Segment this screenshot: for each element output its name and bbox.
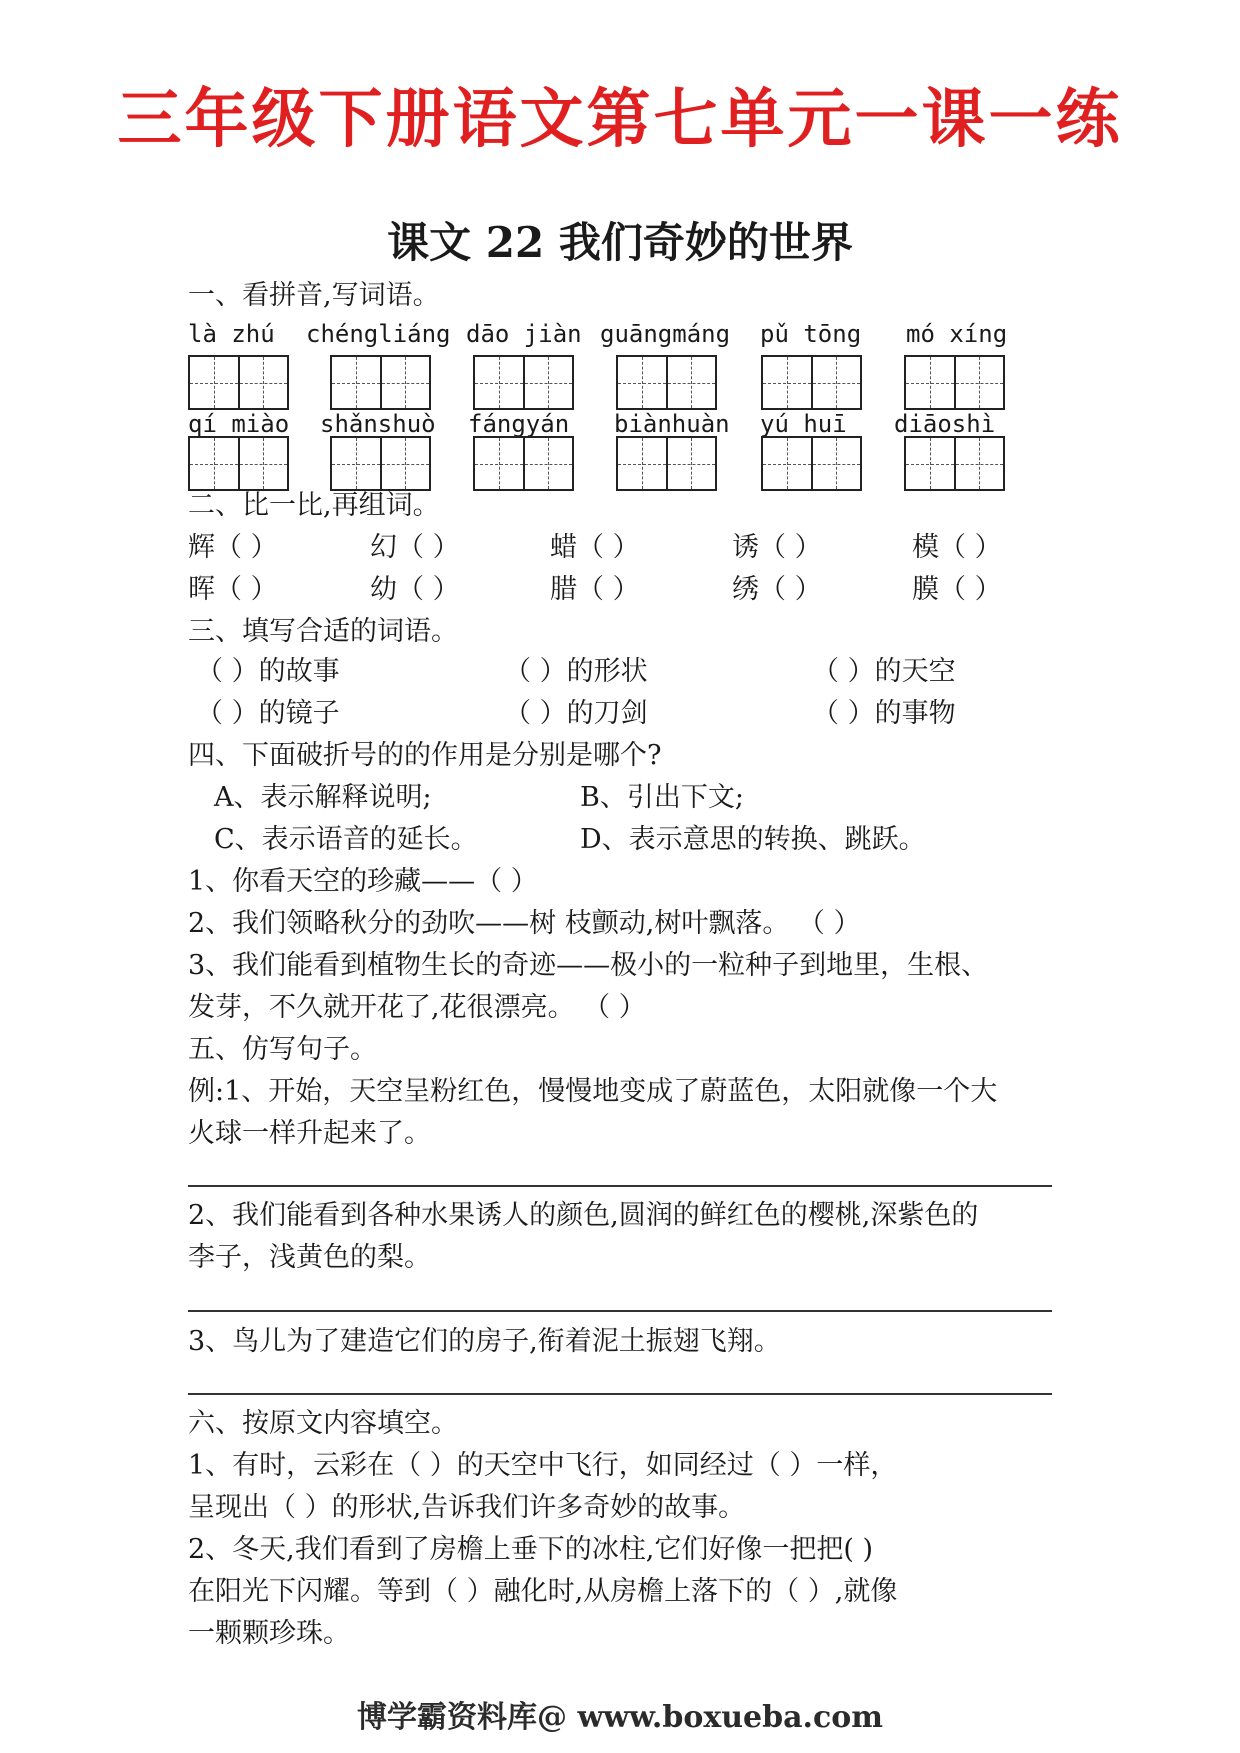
phrase-blank[interactable]: （ ）的事物 [812, 698, 956, 729]
pinyin-label: shǎnshuò [320, 410, 436, 438]
writing-grid[interactable] [904, 355, 1005, 410]
pinyin-label: qí miào [188, 410, 290, 438]
pinyin-label: guāngmáng [600, 320, 731, 348]
writing-grid[interactable] [188, 436, 289, 491]
writing-grid[interactable] [616, 355, 717, 410]
pinyin-label: dāo jiàn [466, 320, 582, 348]
pinyin-label: biànhuàn [614, 410, 730, 438]
question-3-cont[interactable]: 发芽，不久就开花了,花很漂亮。 （ ） [188, 992, 646, 1023]
pinyin-label: là zhú [188, 320, 275, 348]
phrase-blank[interactable]: （ ）的天空 [812, 656, 956, 687]
compare-word-blank[interactable]: 晖（ ） [188, 574, 278, 605]
compare-word-blank[interactable]: 幻（ ） [370, 532, 460, 563]
pinyin-label: fángyán [468, 410, 570, 438]
compare-word-blank[interactable]: 幼（ ） [370, 574, 460, 605]
pinyin-label: diāoshì [894, 410, 996, 438]
lesson-title: 课文 22 我们奇妙的世界 [387, 218, 853, 267]
section3-heading: 三、填写合适的词语。 [188, 616, 458, 647]
example-2: 2、我们能看到各种水果诱人的颜色,圆润的鲜红色的樱桃,深紫色的 [188, 1200, 979, 1231]
writing-grid[interactable] [330, 436, 431, 491]
answer-line[interactable] [188, 1310, 1052, 1312]
section6-heading: 六、按原文内容填空。 [188, 1408, 458, 1439]
footer-watermark: 博学霸资料库@ www.boxueba.com [357, 1700, 883, 1735]
compare-word-blank[interactable]: 辉（ ） [188, 532, 278, 563]
fill-line[interactable]: 1、有时，云彩在（ ）的天空中飞行，如同经过（ ）一样， [188, 1450, 898, 1481]
pinyin-label: pǔ tōng [760, 320, 862, 348]
phrase-blank[interactable]: （ ）的形状 [504, 656, 648, 687]
writing-grid[interactable] [188, 355, 289, 410]
fill-line[interactable]: 呈现出（ ）的形状,告诉我们许多奇妙的故事。 [188, 1492, 746, 1523]
writing-grid[interactable] [904, 436, 1005, 491]
example-1-cont: 火球一样升起来了。 [188, 1118, 431, 1149]
phrase-blank[interactable]: （ ）的刀剑 [504, 698, 648, 729]
option-a: A、表示解释说明; [214, 782, 432, 813]
compare-word-blank[interactable]: 膜（ ） [912, 574, 1002, 605]
section2-heading: 二、比一比,再组词。 [188, 490, 440, 521]
example-2-cont: 李子，浅黄色的梨。 [188, 1242, 431, 1273]
main-title: 三年级下册语文第七单元一课一练 [117, 83, 1123, 157]
section5-heading: 五、仿写句子。 [188, 1034, 377, 1065]
option-b: B、引出下文; [580, 782, 744, 813]
pinyin-label: yú huī [760, 410, 847, 438]
compare-word-blank[interactable]: 腊（ ） [550, 574, 640, 605]
fill-line[interactable]: 2、冬天,我们看到了房檐上垂下的冰柱,它们好像一把把( ) [188, 1534, 873, 1565]
answer-line[interactable] [188, 1393, 1052, 1395]
question-2[interactable]: 2、我们领略秋分的劲吹——树 枝颤动,树叶飘落。 （ ） [188, 908, 861, 939]
compare-word-blank[interactable]: 模（ ） [912, 532, 1002, 563]
option-c: C、表示语音的延长。 [214, 824, 478, 855]
writing-grid[interactable] [616, 436, 717, 491]
fill-line: 一颗颗珍珠。 [188, 1618, 350, 1649]
writing-grid[interactable] [761, 436, 862, 491]
example-1: 例:1、开始，天空呈粉红色，慢慢地变成了蔚蓝色，太阳就像一个大 [188, 1076, 998, 1107]
example-3: 3、鸟儿为了建造它们的房子,衔着泥土振翅飞翔。 [188, 1326, 781, 1357]
writing-grid[interactable] [330, 355, 431, 410]
section1-heading: 一、看拼音,写词语。 [188, 280, 440, 311]
option-d: D、表示意思的转换、跳跃。 [580, 824, 926, 855]
writing-grid[interactable] [473, 436, 574, 491]
phrase-blank[interactable]: （ ）的故事 [196, 656, 340, 687]
compare-word-blank[interactable]: 蜡（ ） [550, 532, 640, 563]
section4-heading: 四、下面破折号的的作用是分别是哪个? [188, 740, 662, 771]
fill-line[interactable]: 在阳光下闪耀。等到（ ）融化时,从房檐上落下的（ ）,就像 [188, 1576, 898, 1607]
answer-line[interactable] [188, 1185, 1052, 1187]
phrase-blank[interactable]: （ ）的镜子 [196, 698, 340, 729]
question-3[interactable]: 3、我们能看到植物生长的奇迹——极小的一粒种子到地里，生根、 [188, 950, 989, 981]
compare-word-blank[interactable]: 诱（ ） [732, 532, 822, 563]
writing-grid[interactable] [761, 355, 862, 410]
question-1[interactable]: 1、你看天空的珍藏——（ ） [188, 866, 538, 897]
pinyin-label: chéngliáng [306, 320, 451, 348]
compare-word-blank[interactable]: 绣（ ） [732, 574, 822, 605]
pinyin-label: mó xíng [906, 320, 1008, 348]
writing-grid[interactable] [473, 355, 574, 410]
